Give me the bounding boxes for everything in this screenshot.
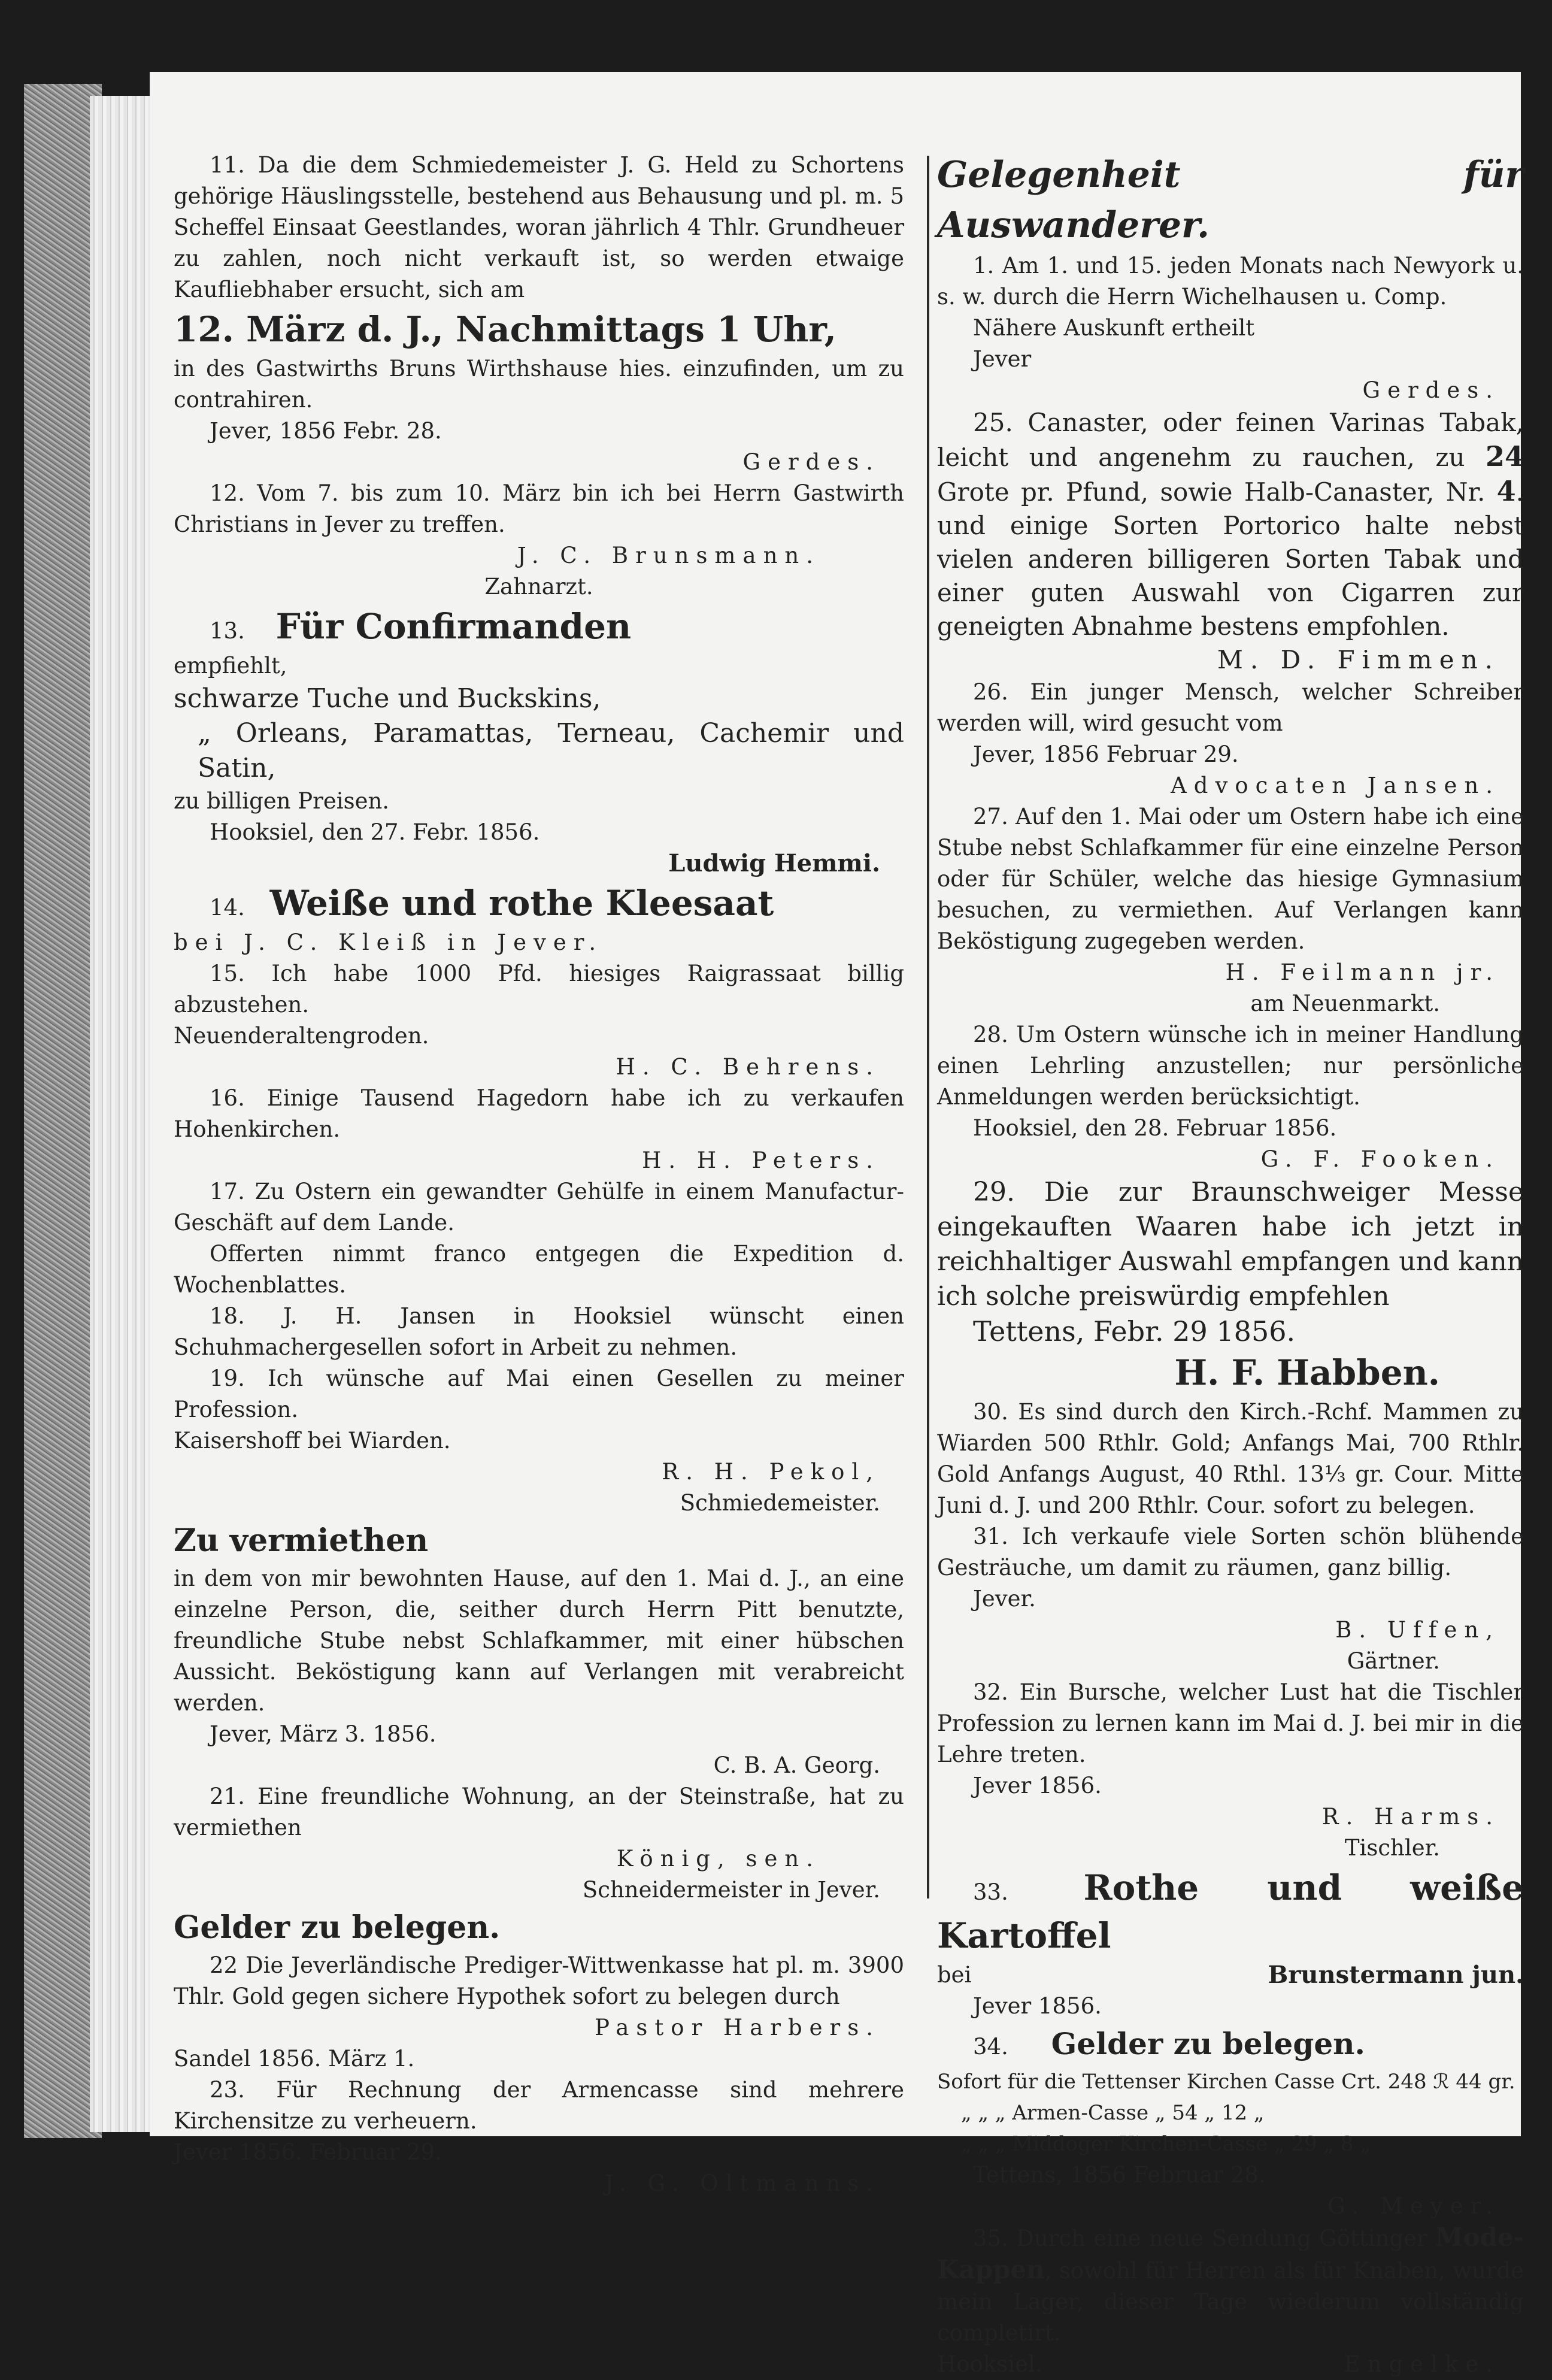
ad-28 bbox=[937, 1019, 1524, 1175]
ad-26 bbox=[937, 677, 1524, 801]
ad-11 bbox=[174, 150, 904, 478]
ad-text: empfiehlt, bbox=[174, 653, 287, 679]
ad-number: 4 bbox=[1496, 475, 1516, 507]
ad-signature: R. Harms. bbox=[1321, 1804, 1500, 1830]
ad-place: Jever, März 3. 1856. bbox=[210, 1721, 436, 1747]
ad-30 bbox=[937, 1397, 1524, 1521]
ad-signature: Ludwig Hemmi. bbox=[668, 849, 880, 877]
ad-table-row: „ „ „ Armen-Casse „ 54 „ 12 „ bbox=[961, 2101, 1265, 2125]
ad-29 bbox=[937, 1175, 1524, 1397]
ad-headline: Weiße und rothe Kleesaat bbox=[269, 883, 774, 923]
ad-role: am Neuenmarkt. bbox=[1250, 991, 1440, 1016]
ad-15 bbox=[174, 958, 904, 1083]
ad-number: 34. bbox=[973, 2034, 1008, 2060]
ad-headline: Rothe und weiße Kartoffel bbox=[937, 1867, 1524, 1956]
ad-16 bbox=[174, 1083, 904, 1176]
ad-signature: R. H. Pekol, bbox=[662, 1459, 880, 1485]
ad-32 bbox=[937, 1677, 1524, 1864]
ad-25 bbox=[937, 406, 1524, 677]
ad-place: Jever 1856. Februar 29. bbox=[174, 2139, 442, 2165]
ad-text: zu billigen Preisen. bbox=[174, 788, 390, 814]
ad-text: . und einige Sorten Portorico halte nebst vielen anderen billigeren Sorten Tabak und einer guten Auswahl von Cigarren zur geneigten Abnahme bestens empfohlen. bbox=[937, 477, 1524, 641]
ad-text: „ Orleans, Paramattas, Terneau, Cachemir und Satin, bbox=[198, 718, 904, 783]
ad-signature: B. Uffen, bbox=[1335, 1617, 1500, 1643]
ad-signature: C. B. A. Georg. bbox=[713, 1752, 880, 1778]
ad-price: 24 bbox=[1485, 440, 1524, 473]
ad-text: in dem von mir bewohnten Hause, auf den 1. Mai d. J., an eine einzelne Person, die, seither durch Herrn Pitt benutzte, freundliche Stube nebst Schlafkammer, mit einer hübschen Aussicht. Beköstigung kann auf Verlangen mit verabreicht werden. bbox=[174, 1566, 904, 1716]
ad-date-headline: 12. März d. J., Nachmittags 1 Uhr, bbox=[174, 309, 836, 350]
ad-34 bbox=[937, 2022, 1524, 2222]
ad-text: schwarze Tuche und Buckskins, bbox=[174, 683, 601, 714]
ad-text: in des Gastwirths Bruns Wirthshause hies. einzufinden, um zu contrahiren. bbox=[174, 356, 904, 413]
left-column bbox=[174, 150, 904, 2199]
ad-signature: Advocaten Jansen. bbox=[1171, 773, 1500, 798]
ad-table-row: Sofort für die Tettenser Kirchen Casse Crt. 248 ℛ 44 gr. bbox=[937, 2070, 1515, 2094]
ad-signature: H. C. Behrens. bbox=[616, 1054, 880, 1080]
ad-headline: Gelder zu belegen. bbox=[1051, 2026, 1365, 2061]
ad-text: 22 Die Jeverländische Prediger-Wittwenkasse hat pl. m. 3900 Thlr. Gold gegen sichere Hypothek sofort zu belegen durch bbox=[174, 1952, 904, 2009]
ad-12 bbox=[174, 478, 904, 602]
right-column bbox=[937, 150, 1524, 2380]
ad-place: Jever 1856. bbox=[973, 1773, 1102, 1798]
ad-19 bbox=[174, 1363, 904, 1519]
ad-place: Hooksiel, den 27. Febr. 1856. bbox=[210, 819, 540, 845]
ad-place: Jever, 1856 Februar 29. bbox=[973, 741, 1239, 767]
ad-highlight: Mode-Kappen bbox=[937, 2222, 1524, 2284]
ad-place: Jever bbox=[973, 346, 1032, 372]
ad-emigrants bbox=[937, 150, 1524, 406]
ad-place: Neuenderaltengroden. bbox=[174, 1023, 429, 1049]
ad-23 bbox=[174, 2075, 904, 2199]
ad-17 bbox=[174, 1176, 904, 1301]
ad-table-row: „ „ „ Middoger Kirchen-Casse „ 29 „ 8 „ bbox=[961, 2132, 1371, 2156]
ad-27 bbox=[937, 801, 1524, 1019]
ad-text: 27. Auf den 1. Mai oder um Ostern habe ich eine Stube nebst Schlafkammer für eine einzelne Person oder für Schüler, welche das hiesige Gymnasium besuchen, zu vermiethen. Auf Verlangen kann Beköstigung zugegeben werden. bbox=[937, 804, 1524, 954]
ad-18 bbox=[174, 1301, 904, 1363]
ad-14 bbox=[174, 879, 904, 958]
ad-text: 18. J. H. Jansen in Hooksiel wünscht einen Schuhmachergesellen sofort in Arbeit zu nehmen. bbox=[174, 1303, 904, 1360]
ad-text: Nähere Auskunft ertheilt bbox=[973, 315, 1255, 341]
ad-22 bbox=[174, 1906, 904, 2075]
ad-signature: H. H. Peters. bbox=[642, 1147, 880, 1173]
ad-place: Jever 1856. bbox=[973, 1993, 1102, 2019]
ad-text: , sowohl für Herren als für Knaben, wurde mein Lager, dieser Tage wiederum vollständig completirt. bbox=[937, 2258, 1524, 2346]
ad-role: Zahnarzt. bbox=[484, 574, 593, 599]
ad-headline: Für Confirmanden bbox=[275, 606, 632, 647]
ad-headline: Gelegenheit für Auswanderer. bbox=[937, 154, 1524, 246]
ad-text: 16. Einige Tausend Hagedorn habe ich zu verkaufen Hohenkirchen. bbox=[174, 1085, 904, 1142]
ad-role: Tischler. bbox=[1344, 1835, 1440, 1861]
ad-signature: Brunstermann jun. bbox=[1268, 1961, 1524, 1989]
ad-33 bbox=[937, 1864, 1524, 2022]
ad-place: Jever, 1856 Febr. 28. bbox=[210, 418, 442, 444]
ad-signature: G. F. Fooken. bbox=[1260, 1146, 1500, 1172]
ad-21 bbox=[174, 1781, 904, 1906]
ad-13 bbox=[174, 602, 904, 879]
ad-place: Tettens, 1856 Februar 28. bbox=[973, 2162, 1266, 2188]
ad-text: Grote pr. Pfund, sowie Halb-Canaster, Nr. bbox=[937, 477, 1497, 507]
ad-text: 19. Ich wünsche auf Mai einen Gesellen zu meiner Profession. bbox=[174, 1365, 904, 1422]
ad-35 bbox=[937, 2222, 1524, 2380]
ad-text: 35. Durch eine neue Sendung Göttinger bbox=[973, 2225, 1435, 2251]
ad-place: Sandel 1856. März 1. bbox=[174, 2046, 415, 2072]
ad-role: Gärtner. bbox=[1347, 1648, 1440, 1674]
ad-text: 32. Ein Bursche, welcher Lust hat die Tischler Profession zu lernen kann im Mai d. J. bei mir in die Lehre treten. bbox=[937, 1679, 1524, 1767]
ad-text: 29. Die zur Braunschweiger Messe eingekauften Waaren habe ich jetzt in reichhaltiger Auswahl empfangen und kann ich solche preiswürdig empfehlen bbox=[937, 1177, 1524, 1312]
ad-text: 21. Eine freundliche Wohnung, an der Steinstraße, hat zu vermiethen bbox=[174, 1784, 904, 1840]
ad-text: 28. Um Ostern wünsche ich in meiner Handlung einen Lehrling anzustellen; nur persönliche Anmeldungen werden berücksichtigt. bbox=[937, 1022, 1524, 1110]
ad-signature: G. Meyer. bbox=[1327, 2193, 1500, 2219]
ad-signature: Gerdes. bbox=[742, 449, 880, 475]
ad-place: Hooksiel, den 28. Februar 1856. bbox=[973, 1115, 1337, 1141]
ad-text: bei J. C. Kleiß in Jever. bbox=[174, 929, 604, 955]
ad-20 bbox=[174, 1519, 904, 1781]
ad-text: 15. Ich habe 1000 Pfd. hiesiges Raigrassaat billig abzustehen. bbox=[174, 961, 904, 1018]
ad-place: Jever. bbox=[973, 1586, 1036, 1612]
ad-number: 14. bbox=[210, 895, 245, 920]
ad-headline: Zu vermiethen bbox=[174, 1522, 429, 1559]
ad-signature: M. D. Fimmen. bbox=[1217, 645, 1500, 674]
ad-place: Tettens, Febr. 29 1856. bbox=[973, 1315, 1296, 1348]
ad-role: Schneidermeister in Jever. bbox=[582, 1877, 880, 1903]
ad-number: 13. bbox=[210, 618, 245, 644]
ad-text: 12. Vom 7. bis zum 10. März bin ich bei Herrn Gastwirth Christians in Jever zu treffen. bbox=[174, 480, 904, 537]
ad-signature: Pastor Harbers. bbox=[595, 2015, 880, 2040]
ad-text: 17. Zu Ostern ein gewandter Gehülfe in einem Manufactur-Geschäft auf dem Lande. bbox=[174, 1179, 904, 1236]
ad-text: 11. Da die dem Schmiedemeister J. G. Held zu Schortens gehörige Häuslingsstelle, bestehend aus Behausung und pl. m. 5 Scheffel Einsaat Geestlandes, woran jährlich 4 Thlr. Grundheuer zu zahlen, noch nicht verkauft ist, so werden etwaige Kaufliebhaber ersucht, sich am bbox=[174, 152, 904, 302]
ad-headline: Gelder zu belegen. bbox=[174, 1909, 501, 1946]
ad-text: bei bbox=[937, 1962, 972, 1988]
ad-signature: J. G. Oltmanns. bbox=[605, 2170, 880, 2196]
ad-text: 1. Am 1. und 15. jeden Monats nach Newyork u. s. w. durch die Herrn Wichelhausen u. Comp. bbox=[937, 253, 1524, 310]
ad-signature: Gerdes. bbox=[1362, 377, 1500, 403]
ad-31 bbox=[937, 1521, 1524, 1677]
ad-signature: Engelke. bbox=[1344, 2351, 1500, 2377]
ad-signature: J. C. Brunsmann. bbox=[517, 543, 820, 568]
ad-text: 31. Ich verkaufe viele Sorten schön blühende Gesträuche, um damit zu räumen, ganz billig. bbox=[937, 1524, 1524, 1580]
ad-signature: König, sen. bbox=[616, 1846, 820, 1872]
ad-text: 30. Es sind durch den Kirch.-Rchf. Mammen zu Wiarden 500 Rthlr. Gold; Anfangs Mai, 700 Rthlr. Gold Anfangs August, 40 Rthl. 13⅓ gr. Cour. Mitte Juni d. J. und 200 Rthlr. Cour. sofort zu belegen. bbox=[937, 1399, 1524, 1518]
ad-place: Hooksiel. bbox=[937, 2351, 1042, 2377]
ad-role: Schmiedemeister. bbox=[680, 1490, 880, 1516]
ad-signature: H. Feilmann jr. bbox=[1225, 959, 1500, 985]
ad-number: 33. bbox=[973, 1879, 1008, 1905]
ad-signature: H. F. Habben. bbox=[1174, 1352, 1440, 1393]
ad-text: 23. Für Rechnung der Armencasse sind mehrere Kirchensitze zu verheuern. bbox=[174, 2077, 904, 2134]
ad-text: 26. Ein junger Mensch, welcher Schreiber werden will, wird gesucht vom bbox=[937, 679, 1524, 736]
ad-place: Kaisershoff bei Wiarden. bbox=[174, 1428, 451, 1454]
column-divider bbox=[927, 156, 929, 1898]
ad-text: 25. Canaster, oder feinen Varinas Tabak, leicht und angenehm zu rauchen, zu bbox=[937, 408, 1524, 472]
ad-text: Offerten nimmt franco entgegen die Expedition d. Wochenblattes. bbox=[174, 1241, 904, 1298]
